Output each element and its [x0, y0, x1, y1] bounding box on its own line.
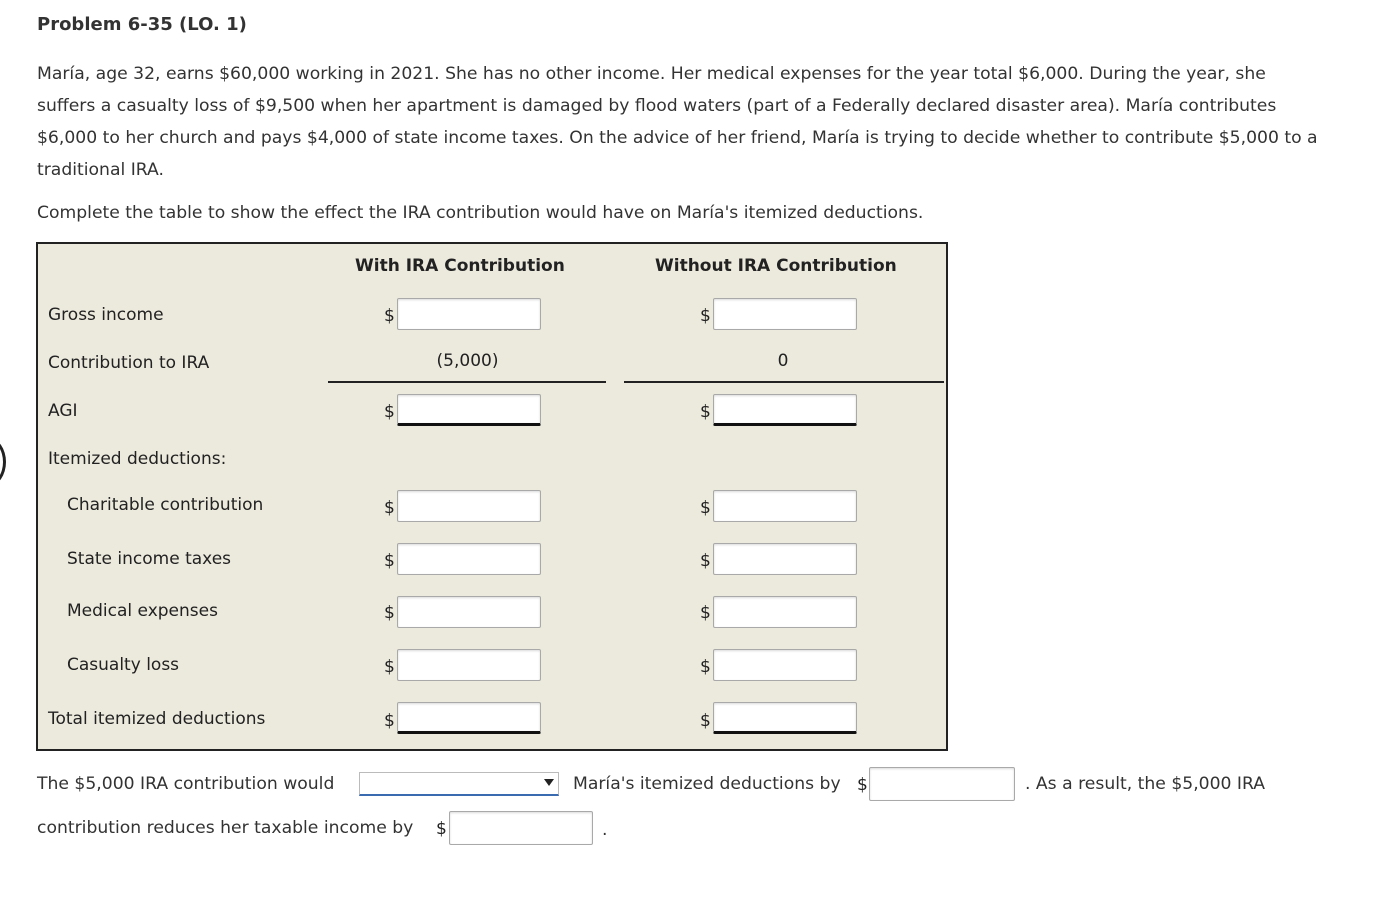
- currency-sign: $: [384, 711, 395, 731]
- problem-title: Problem 6-35 (LO. 1): [37, 14, 247, 35]
- currency-sign: $: [700, 306, 711, 326]
- col-header-with-ira: With IRA Contribution: [355, 256, 565, 276]
- conclusion-part4: contribution reduces her taxable income by: [37, 818, 414, 838]
- casualty-without-input[interactable]: [713, 649, 857, 681]
- ira-with-value: (5,000): [436, 351, 499, 371]
- effect-dropdown[interactable]: [359, 772, 559, 796]
- charitable-with-input[interactable]: [397, 490, 541, 522]
- conclusion-part1: The $5,000 IRA contribution would: [37, 774, 335, 794]
- currency-sign: $: [700, 711, 711, 731]
- currency-sign: $: [700, 657, 711, 677]
- state-taxes-without-input[interactable]: [713, 543, 857, 575]
- conclusion-part2: María's itemized deductions by: [573, 774, 841, 794]
- currency-sign: $: [384, 603, 395, 623]
- row-label-state-taxes: State income taxes: [67, 549, 232, 569]
- subtotal-rule-with: [328, 381, 606, 383]
- row-label-medical: Medical expenses: [67, 601, 218, 621]
- medical-with-input[interactable]: [397, 596, 541, 628]
- chevron-down-icon: [544, 779, 554, 786]
- row-label-contribution-ira: Contribution to IRA: [48, 353, 210, 373]
- agi-without-input[interactable]: [713, 394, 857, 426]
- agi-with-input[interactable]: [397, 394, 541, 426]
- row-label-charitable: Charitable contribution: [67, 495, 264, 515]
- gross-income-with-input[interactable]: [397, 298, 541, 330]
- currency-sign: $: [700, 498, 711, 518]
- taxable-income-reduction-input[interactable]: [449, 811, 593, 845]
- currency-sign: $: [700, 551, 711, 571]
- row-label-itemized-header: Itemized deductions:: [48, 449, 227, 469]
- currency-sign: $: [700, 603, 711, 623]
- currency-sign: $: [384, 551, 395, 571]
- instruction-text: Complete the table to show the effect the IRA contribution would have on María's itemized deductions.: [37, 203, 924, 223]
- col-header-without-ira: Without IRA Contribution: [655, 256, 897, 276]
- row-label-casualty: Casualty loss: [67, 655, 180, 675]
- row-label-total-itemized: Total itemized deductions: [48, 709, 266, 729]
- total-itemized-without-input[interactable]: [713, 702, 857, 734]
- ira-without-value: 0: [777, 351, 789, 371]
- row-label-gross-income: Gross income: [48, 305, 164, 325]
- currency-sign: $: [384, 498, 395, 518]
- row-label-agi: AGI: [48, 401, 78, 421]
- gross-income-without-input[interactable]: [713, 298, 857, 330]
- medical-without-input[interactable]: [713, 596, 857, 628]
- charitable-without-input[interactable]: [713, 490, 857, 522]
- currency-sign: $: [384, 306, 395, 326]
- currency-sign: $: [700, 402, 711, 422]
- currency-sign: $: [436, 819, 447, 839]
- total-itemized-with-input[interactable]: [397, 702, 541, 734]
- casualty-with-input[interactable]: [397, 649, 541, 681]
- conclusion-part5: .: [602, 820, 608, 840]
- deduction-change-input[interactable]: [869, 767, 1015, 801]
- conclusion-part3: . As a result, the $5,000 IRA: [1025, 774, 1265, 794]
- currency-sign: $: [857, 775, 868, 795]
- problem-text: María, age 32, earns $60,000 working in 2021. She has no other income. Her medical expenses for the year total $6,000. During the year, she suffers a casualty loss of $9,500 when her apartment is damaged by flood waters (part of a Federally declared disaster area). María contributes $6,000 to her church and pays $4,000 of state income taxes. On the advice of her friend, María is trying to decide whether to contribute $5,000 to a traditional IRA.: [37, 64, 1318, 180]
- currency-sign: $: [384, 657, 395, 677]
- currency-sign: $: [384, 402, 395, 422]
- state-taxes-with-input[interactable]: [397, 543, 541, 575]
- edge-circle-icon: [0, 438, 6, 486]
- subtotal-rule-without: [624, 381, 944, 383]
